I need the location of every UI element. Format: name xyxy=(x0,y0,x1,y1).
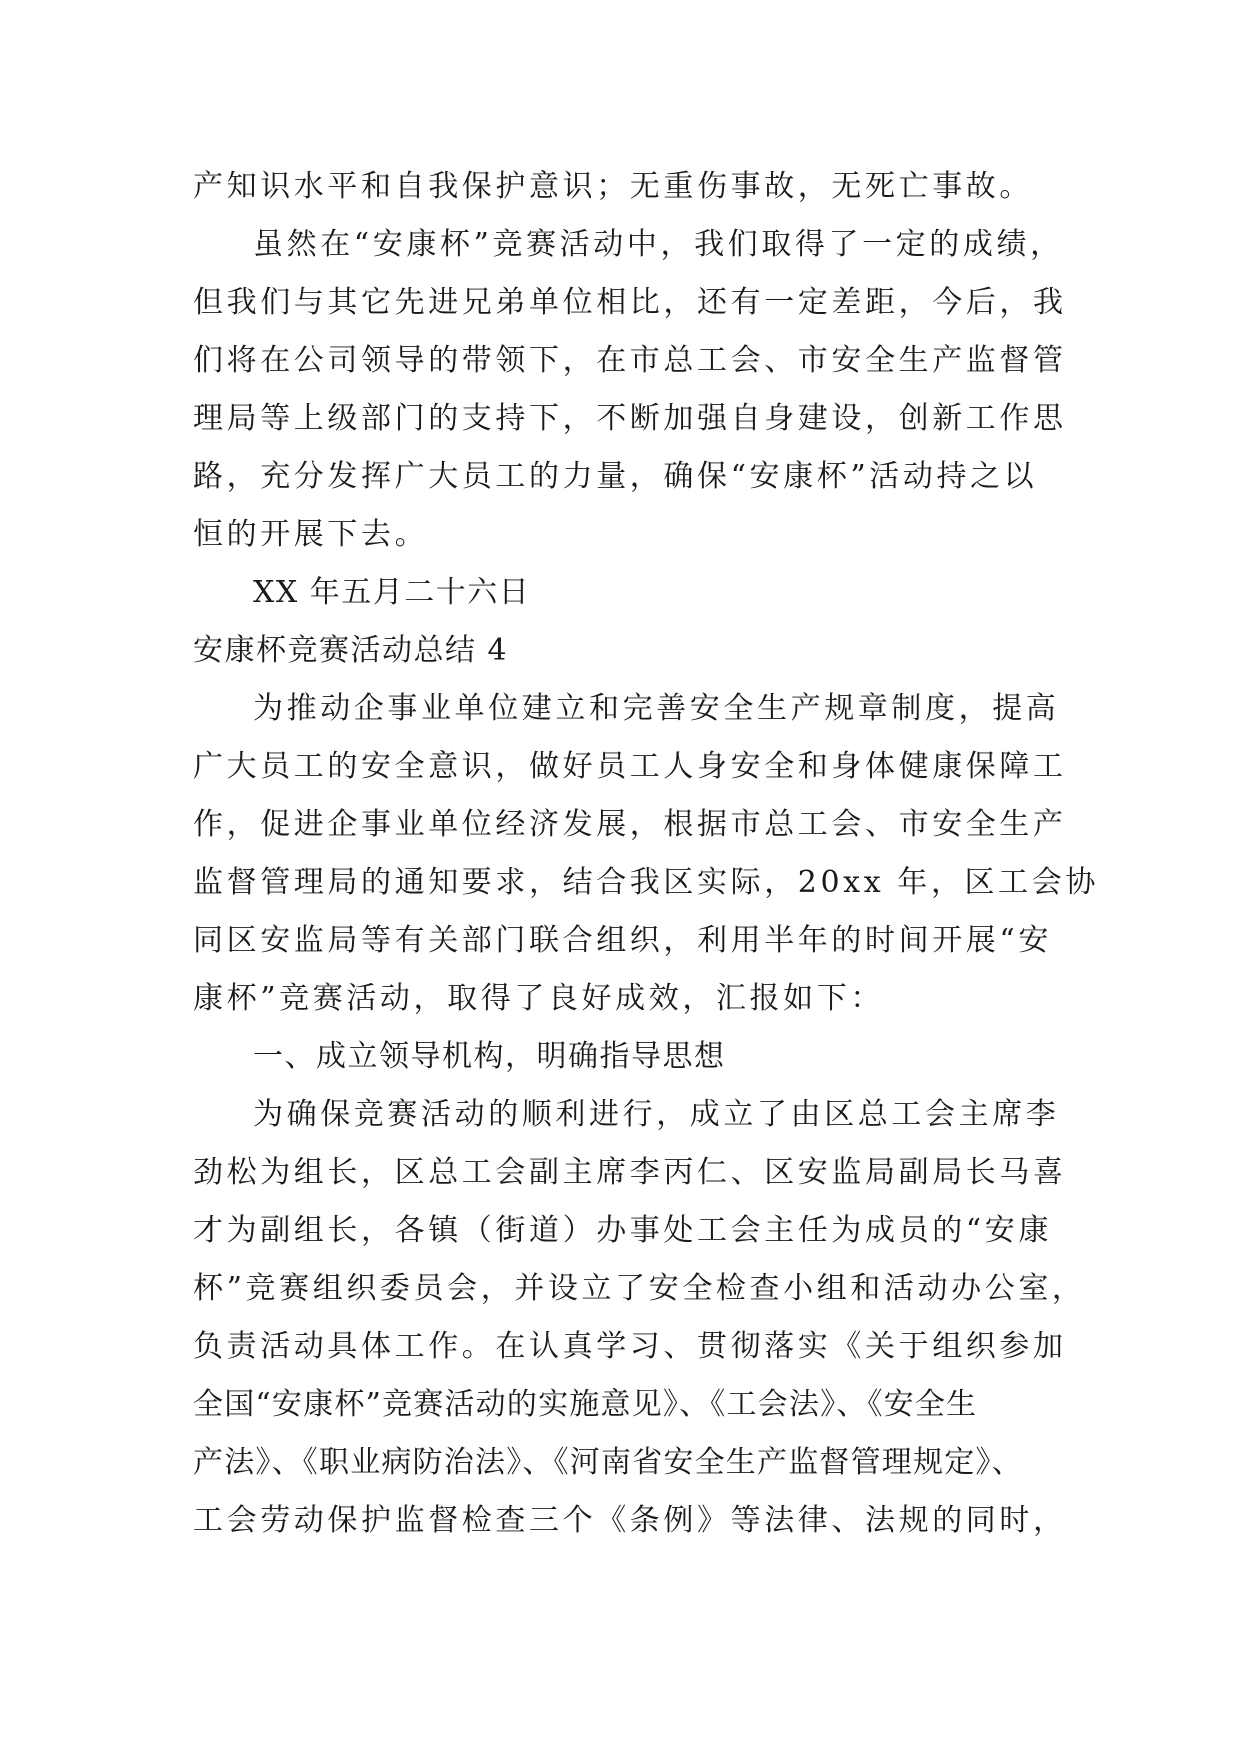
body-text-line: 路，充分发挥广大员工的力量，确保“安康杯”活动持之以 xyxy=(193,459,1038,494)
section-title: 安康杯竞赛活动总结 4 xyxy=(193,633,509,668)
body-text-line: 产法》、《职业病防治法》、《河南省安全生产监督管理规定》、 xyxy=(193,1445,1023,1480)
body-text-line: 康杯”竞赛活动，取得了良好成效，汇报如下： xyxy=(193,981,884,1016)
body-text-line: 全国“安康杯”竞赛活动的实施意见》、《工会法》、《安全生 xyxy=(193,1387,978,1422)
body-text-line: 负责活动具体工作。在认真学习、贯彻落实《关于组织参加 xyxy=(193,1329,1067,1364)
body-text-line: 监督管理局的通知要求，结合我区实际，20xx 年，区工会协 xyxy=(193,865,1099,900)
paragraph-first-line: 为推动企事业单位建立和完善安全生产规章制度，提高 xyxy=(253,691,1060,726)
paragraph-first-line: 虽然在“安康杯”竞赛活动中，我们取得了一定的成绩， xyxy=(253,227,1064,262)
body-text-line: 作，促进企事业单位经济发展，根据市总工会、市安全生产 xyxy=(193,807,1067,842)
body-text-line: 理局等上级部门的支持下，不断加强自身建设，创新工作思 xyxy=(193,401,1067,436)
body-text-line: 同区安监局等有关部门联合组织，利用半年的时间开展“安 xyxy=(193,923,1052,958)
paragraph-first-line: 为确保竞赛活动的顺利进行，成立了由区总工会主席李 xyxy=(253,1097,1060,1132)
date-line: XX 年五月二十六日 xyxy=(253,575,531,610)
body-text-line: 但我们与其它先进兄弟单位相比，还有一定差距，今后，我 xyxy=(193,285,1067,320)
body-text-line: 产知识水平和自我保护意识；无重伤事故，无死亡事故。 xyxy=(193,169,1033,204)
section-heading: 一、成立领导机构，明确指导思想 xyxy=(253,1039,726,1074)
body-text-line: 劲松为组长，区总工会副主席李丙仁、区安监局副局长马喜 xyxy=(193,1155,1067,1190)
body-text-line: 恒的开展下去。 xyxy=(193,517,429,552)
body-text-line: 广大员工的安全意识，做好员工人身安全和身体健康保障工 xyxy=(193,749,1067,784)
body-text-line: 才为副组长，各镇（街道）办事处工会主任为成员的“安康 xyxy=(193,1213,1052,1248)
body-text-line: 们将在公司领导的带领下，在市总工会、市安全生产监督管 xyxy=(193,343,1067,378)
body-text-line: 工会劳动保护监督检查三个《条例》等法律、法规的同时， xyxy=(193,1503,1067,1538)
body-text-line: 杯”竞赛组织委员会，并设立了安全检查小组和活动办公室， xyxy=(193,1271,1086,1306)
